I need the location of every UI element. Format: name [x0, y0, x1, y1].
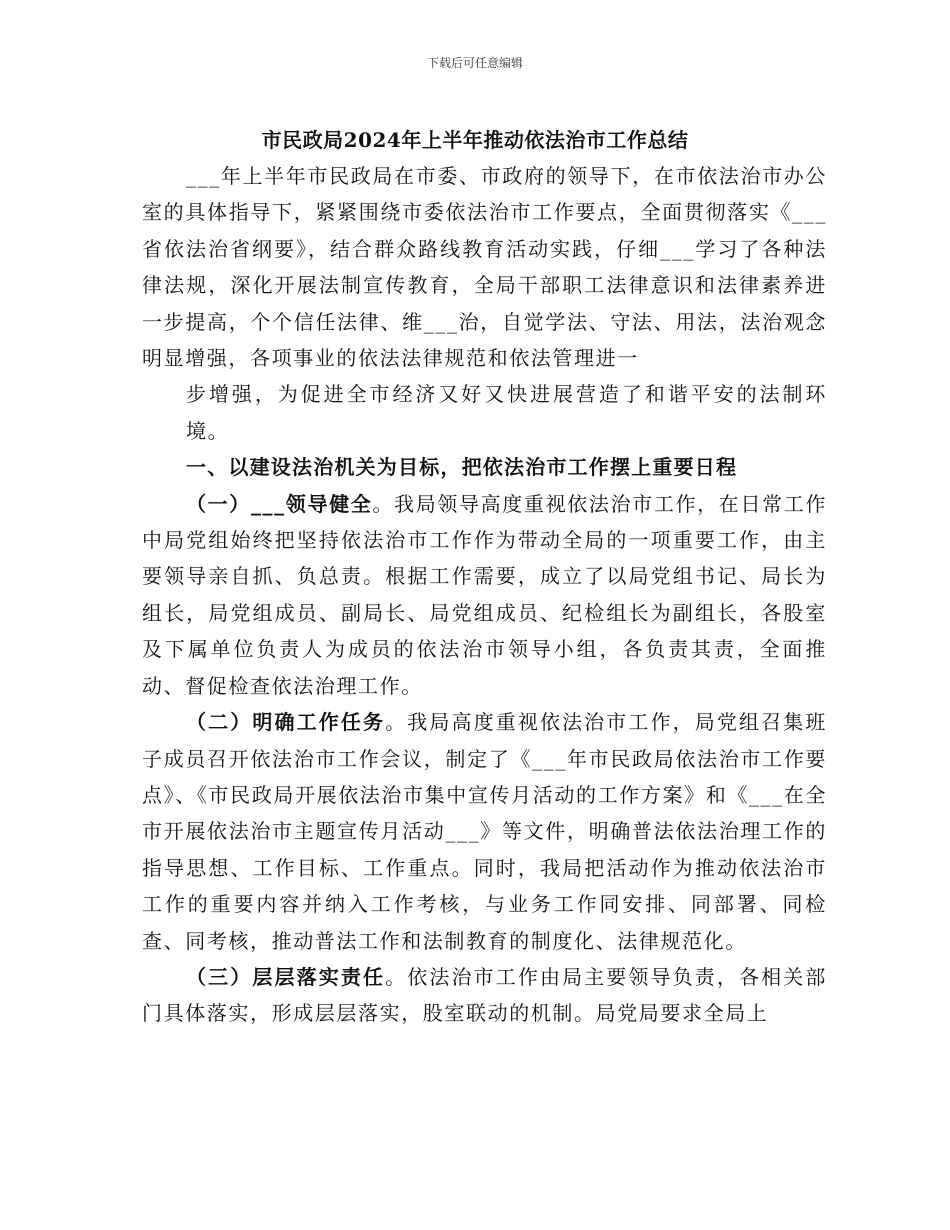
header-note: 下载后可任意编辑 — [426, 56, 523, 70]
section-item-1 — [142, 486, 827, 704]
document-title: 市民政局2024年上半年推动依法治市工作总结 — [261, 128, 689, 152]
section-heading: 一、以建设法治机关为目标，把依法治市工作摆上重要日程 — [186, 455, 738, 480]
section-item-3 — [142, 959, 827, 1032]
item-text: 。我局高度重视依法治市工作，局党组召集班子成员召开依法治市工作会议，制定了《___年市民政局依法治市工作要点》、《市民政局开展依法治市集中宣传月活动的工作方案》和《___在全市开展依法治市主题宣传月活动___》等文件，明确普法依法治理工作的指导思想、工作目标、工作重点。同时，我局把活动作为推动依法治市工作的重要内容并纳入工作考核，与业务工作同安排、同部署、同检查、同考核，推动普法工作和法制教育的制度化、法律规范化。 — [142, 710, 827, 953]
item-lead: （一）___领导健全 — [186, 491, 373, 516]
item-text: 。我局领导高度重视依法治市工作，在日常工作中局党组始终把坚持依法治市工作作为带动全局的一项重要工作，由主要领导亲自抓、负总责。根据工作需要，成立了以局党组书记、局长为组长，局党组成员、副局长、局党组成员、纪检组长为副组长，各股室及下属单位负责人为成员的依法治市领导小组，各负责其责，全面推动、督促检查依法治理工作。 — [142, 491, 827, 698]
document-body — [142, 158, 827, 1032]
intro-paragraph: ___年上半年市民政局在市委、市政府的领导下，在市依法治市办公室的具体指导下，紧紧围绕市委依法治市工作要点，全面贯彻落实《___省依法治省纲要》，结合群众路线教育活动实践，仔细___学习了各种法律法规，深化开展法制宣传教育，全局干部职工法律意识和法律素养进一步提高，个个信任法律、维___治，自觉学法、守法、用法，法治观念明显增强，各项事业的依法法律规范和依法管理进一 — [142, 164, 827, 371]
intro-paragraph-continued: 步增强，为促进全市经济又好又快进展营造了和谐平安的法制环境。 — [186, 382, 827, 443]
section-item-2 — [142, 704, 827, 959]
item-text: 。依法治市工作由局主要领导负责，各相关部门具体落实，形成层层落实，股室联动的机制。局党局要求全局上 — [142, 964, 827, 1026]
item-lead: （三）层层落实责任 — [186, 964, 386, 989]
item-lead: （二）明确工作任务 — [186, 710, 386, 735]
